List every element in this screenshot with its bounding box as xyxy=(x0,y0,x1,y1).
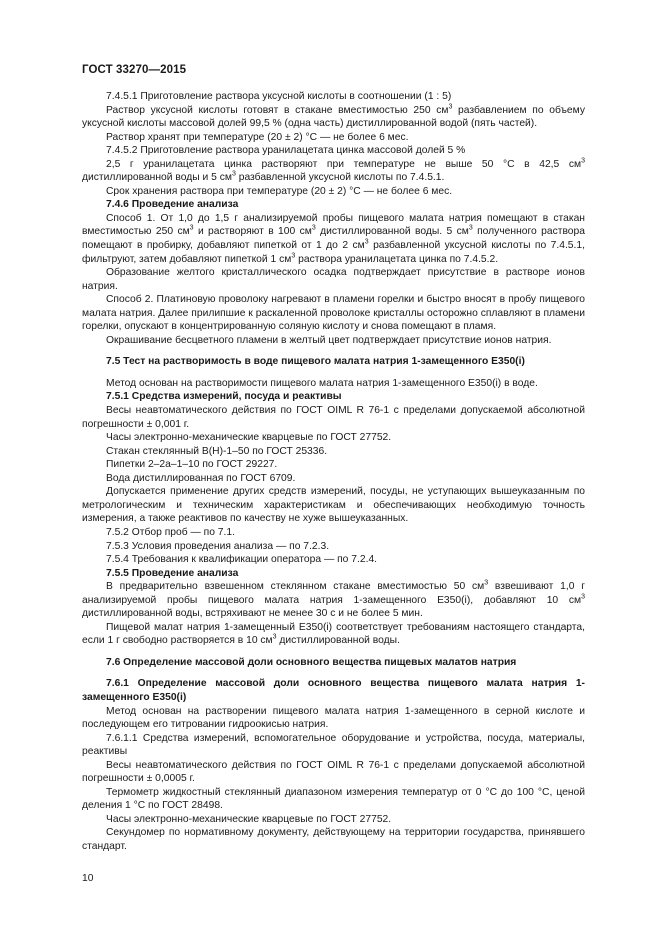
superscript: 3 xyxy=(272,633,277,641)
section-heading xyxy=(82,390,585,404)
text-run: дистиллированной воды и 5 см xyxy=(82,172,232,184)
paragraph xyxy=(82,144,585,158)
paragraph xyxy=(82,553,585,567)
paragraph xyxy=(82,445,585,459)
paragraph xyxy=(82,826,585,853)
section-heading xyxy=(82,677,585,704)
paragraph xyxy=(82,526,585,540)
text-run: разбавлением по объему уксусной кислоты массовой долей 99,5 % (одна часть) дистиллированной водой (пять частей). xyxy=(82,104,586,130)
paragraph xyxy=(82,266,585,293)
text-run: Весы неавтоматического действия по ГОСТ OIML R 76-1 с пределами допускаемой абсолютной погрешности ± 0,0005 г. xyxy=(82,759,585,785)
text-run: Срок хранения раствора при температуре (20 ± 2) °С — не более 6 мес. xyxy=(106,185,453,197)
text-run: В предварительно взвешенном стеклянном стакане вместимостью 50 см xyxy=(106,581,485,593)
document-header: ГОСТ 33270—2015 xyxy=(82,64,187,76)
text-run: 2,5 г уранилацетата цинка растворяют при температуре не выше 50 °С в 42,5 см xyxy=(106,158,582,170)
text-run: взвешивают 1,0 г анализируемой пробы пищевого малата натрия 1-замещенного Е350(i), добавляют 10 см xyxy=(82,581,585,606)
paragraph xyxy=(82,377,585,391)
text-run: 7.4.6 Проведение анализа xyxy=(106,199,239,211)
paragraph xyxy=(82,732,585,759)
text-run: дистиллированной воды, встряхивают не менее 30 с и не более 5 мин. xyxy=(82,608,423,620)
paragraph xyxy=(82,786,585,813)
text-run: Способ 2. Платиновую проволоку нагревают в пламени горелки и быстро вносят в пробу пищевого малата натрия. Далее прилипшие к раскаленной проволоке кристаллы осторожно сплавляют в пламени горелки, опускают в концентрированную соляную кислоту и снова помещают в пламя. xyxy=(82,294,585,333)
paragraph xyxy=(82,185,585,199)
text-run: разбавленной уксусной кислоты по 7.4.5.1. xyxy=(235,172,445,184)
paragraph xyxy=(82,131,585,145)
text-run: 7.5.2 Отбор проб — по 7.1. xyxy=(106,526,235,538)
paragraph xyxy=(82,485,585,526)
text-run: Пипетки 2–2а–1–10 по ГОСТ 29227. xyxy=(106,459,278,471)
text-run: Способ 1. От 1,0 до 1,5 г анализируемой пробы пищевого малата натрия помещают в стакан вместимостью 250 см xyxy=(82,212,585,238)
text-run: 7.5.3 Условия проведения анализа — по 7.2.3. xyxy=(106,540,330,552)
section-heading xyxy=(82,656,585,670)
superscript: 3 xyxy=(231,170,236,178)
text-run: 7.4.5.2 Приготовление раствора уранилацетата цинка массовой долей 5 % xyxy=(106,145,466,157)
text-run: 7.5.4 Требования к квалификации оператора — по 7.2.4. xyxy=(106,554,378,566)
text-run: Часы электронно-механические кварцевые по ГОСТ 27752. xyxy=(106,432,392,444)
paragraph xyxy=(82,759,585,786)
page-number: 10 xyxy=(82,873,94,884)
text-run: Термометр жидкостный стеклянный диапазоном измерения температур от 0 °С до 100 °С, ценой деления 1 °С по ГОСТ 28498. xyxy=(82,786,585,812)
text-run: 7.5 Тест на растворимость в воде пищевого малата натрия 1-замещенного Е350(i) xyxy=(106,356,525,368)
text-run: Раствор хранят при температуре (20 ± 2) °С — не более 6 мес. xyxy=(106,131,409,143)
text-run: Допускается применение других средств измерений, посуды, не уступающих вышеуказанным по метрологическим и техническим характеристикам и обеспечивающих необходимую точность измерения, а также реактивов по качеству не хуже вышеуказанных. xyxy=(82,486,585,525)
text-run: 7.6.1.1 Средства измерений, вспомогательное оборудование и устройства, посуда, материалы, реактивы xyxy=(82,732,585,758)
text-run: полученного раствора помещают в пробирку, добавляют пипеткой от 1 до 2 см xyxy=(82,226,585,252)
text-run: Вода дистиллированная по ГОСТ 6709. xyxy=(106,472,296,484)
superscript: 3 xyxy=(581,593,585,601)
paragraph xyxy=(82,580,585,621)
paragraph xyxy=(82,813,585,827)
text-run: Образование желтого кристаллического осадка подтверждает присутствие в растворе ионов натрия. xyxy=(82,267,585,292)
text-run: Пищевой малат натрия 1-замещенный Е350(i) соответствует требованиям настоящего стандарта, если 1 г свободно растворяется в 10 см xyxy=(82,621,585,647)
text-run: 7.6 Определение массовой доли основного вещества пищевых малатов натрия xyxy=(106,656,517,668)
text-run: Окрашивание бесцветного пламени в желтый цвет подтверждает присутствие ионов натрия. xyxy=(106,334,552,346)
section-heading xyxy=(82,198,585,212)
section-heading xyxy=(82,355,585,369)
text-run: 7.6.1 Определение массовой доли основного вещества пищевого малата натрия 1-замещенного Е350(i) xyxy=(82,678,585,703)
text-run: дистиллированной воды. xyxy=(276,635,400,647)
superscript: 3 xyxy=(484,579,489,587)
paragraph xyxy=(82,104,585,131)
paragraph xyxy=(82,158,585,185)
paragraph xyxy=(82,458,585,472)
superscript: 3 xyxy=(468,225,473,233)
superscript: 3 xyxy=(291,252,296,260)
text-run: Весы неавтоматического действия по ГОСТ OIML R 76-1 с пределами допускаемой абсолютной погрешности ± 0,001 г. xyxy=(82,405,585,430)
text-run: Метод основан на растворении пищевого малата натрия 1-замещенного в серной кислоте и последующем его титровании гидроокисью натрия. xyxy=(82,705,585,731)
text-run: 7.4.5.1 Приготовление раствора уксусной кислоты в соотношении (1 : 5) xyxy=(106,91,452,102)
text-run: Стакан стеклянный В(Н)-1–50 по ГОСТ 25336. xyxy=(106,445,328,457)
paragraph xyxy=(82,472,585,486)
document-body xyxy=(82,90,585,854)
superscript: 3 xyxy=(448,103,453,111)
text-run: Часы электронно-механические кварцевые по ГОСТ 27752. xyxy=(106,813,392,825)
text-run: раствора уранилацетата цинка по 7.4.5.2. xyxy=(295,253,499,265)
superscript: 3 xyxy=(311,225,316,233)
text-run: и растворяют в 100 см xyxy=(193,226,312,238)
section-heading xyxy=(82,567,585,581)
paragraph xyxy=(82,90,585,104)
paragraph xyxy=(82,404,585,431)
text-run: разбавленной уксусной кислоты по 7.4.5.1, фильтруют, затем добавляют пипеткой 1 см xyxy=(82,240,585,265)
text-run: дистиллированной воды. 5 см xyxy=(315,226,469,238)
paragraph xyxy=(82,621,585,648)
text-run: Раствор уксусной кислоты готовят в стакане вместимостью 250 см xyxy=(106,104,449,116)
paragraph xyxy=(82,293,585,334)
superscript: 3 xyxy=(189,225,194,233)
paragraph xyxy=(82,540,585,554)
text-run: Секундомер по нормативному документу, действующему на территории государства, принявшего стандарт. xyxy=(82,827,585,852)
paragraph xyxy=(82,212,585,266)
superscript: 3 xyxy=(364,238,369,246)
superscript: 3 xyxy=(581,157,585,165)
text-run: 7.5.5 Проведение анализа xyxy=(106,567,239,579)
text-run: Метод основан на растворимости пищевого малата натрия 1-замещенного Е350(i) в воде. xyxy=(106,377,538,389)
paragraph xyxy=(82,431,585,445)
paragraph xyxy=(82,334,585,348)
paragraph xyxy=(82,705,585,732)
text-run: 7.5.1 Средства измерений, посуда и реактивы xyxy=(106,391,342,403)
